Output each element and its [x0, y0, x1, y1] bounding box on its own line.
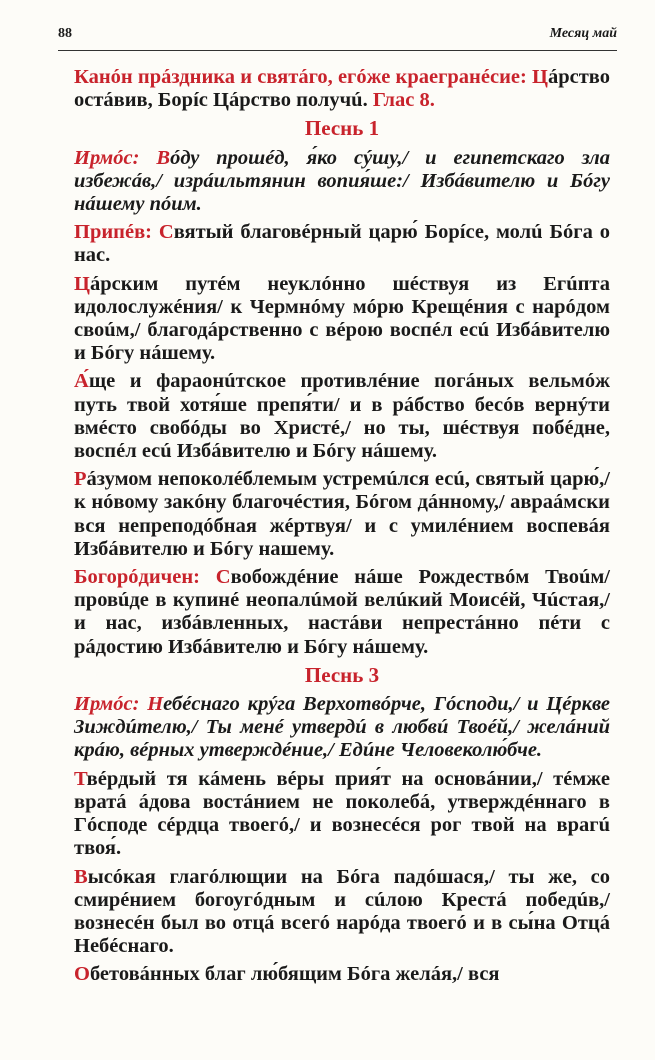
- troparion-initial: А: [74, 370, 89, 393]
- canon-title-rest: áрство остáвив, Борíс Цáрство получú.: [74, 66, 610, 112]
- irmos-label: Ирмóс:: [74, 693, 140, 716]
- ode1-refrain: [74, 221, 610, 267]
- page-body: [74, 66, 610, 992]
- page-number: 88: [58, 26, 72, 41]
- troparion-text: áзумом непоколéблемым устремúлся есú, святый царю́,/ к нóвому закóну благочéстия, Бóгом дáнному,/ авраáмски вся непреподóбная жéртвуя/ и с умилéнием воспевáя Избáвителю и Бóгу нашему.: [74, 468, 610, 560]
- troparion: [74, 468, 610, 561]
- running-title: Месяц май: [549, 26, 617, 41]
- theotokion-initial: С: [215, 566, 231, 589]
- irmos-initial: Н: [147, 693, 164, 716]
- theotokion-text: вобождéние нáше Рождествóм Твоúм/ провúде в купинé неопалúмой велúкий Моисéй, Чúстая,/ и нас, избáвленных, настáви непрестáнно пéти с рáдостию Избáвителю и Бóгу нáшему.: [74, 566, 611, 658]
- troparion-initial: Р: [74, 468, 87, 491]
- troparion: [74, 866, 610, 959]
- irmos-label: Ирмóс:: [74, 146, 140, 169]
- ode1-heading: Песнь 1: [304, 116, 380, 141]
- canon-tone: Глас 8.: [372, 89, 435, 112]
- refrain-text: вятый благовéрный царю́ Борíсе, молú Бóга о нас.: [74, 221, 611, 267]
- troparion-initial: В: [74, 865, 88, 888]
- irmos-initial: В: [156, 146, 171, 169]
- ode1-irmos: [74, 147, 610, 217]
- troparion-text: áрским путéм неуклóнно шéствуя из Егúпта идолослужéния/ к Чермнóму мóрю Крещéния с нарóдом своúм,/ благодáрственно с вéрою воспéл есú Избáвителю и Бóгу нáшему.: [74, 272, 610, 365]
- page-header: [58, 22, 617, 51]
- refrain-label: Припéв:: [74, 221, 152, 244]
- troparion-initial: Ц: [74, 272, 90, 295]
- troparion-text: бетовáнных благ лю́бящим Бóга желáя,/ вся: [89, 963, 500, 986]
- troparion-text: вéрдый тя кáмень вéры прия́т на основáнии,/ тéмже вратá áдова востáнием не поколебá, утверждéннаго в Гóсподе сéрдца твоегó,/ и вознесéся рог твой на врагú твоя́.: [74, 767, 610, 860]
- theotokion-label: Богорóдичен:: [74, 566, 200, 589]
- ode3-heading: Песнь 3: [304, 662, 380, 687]
- ode1-theotokion: [74, 566, 610, 659]
- troparion: [74, 768, 610, 861]
- ode3-irmos: [74, 693, 610, 763]
- troparion-text: ысóкая глагóлющии на Бóга падóшася,/ ты же, со смирéнием богоугóдным и сúлою Крестá победúв,/ вознесéн был во отцá всегó нарóда твоегó и в сы́на Отцá Небéснаго.: [74, 865, 610, 958]
- canon-title: [74, 66, 610, 112]
- canon-title-initial: Ц: [532, 66, 548, 88]
- troparion: [74, 273, 610, 366]
- troparion: [74, 370, 610, 463]
- irmos-text: ебéснаго крýга Верхотвóрче, Гóсподи,/ и Цéркве Зиждúтелю,/ Ты менé утвердú в любвú Твоéй,/ желáний крáю, вéрных утверждéние,/ Едúне Человеколю́бче.: [74, 693, 610, 762]
- refrain-initial: С: [158, 221, 174, 244]
- canon-title-red: Канóн прáздника и святáго, егóже краегранéсие:: [74, 66, 527, 88]
- troparion-initial: Т: [74, 767, 87, 790]
- irmos-text: óду прошéд, я́ко сýшу,/ и египетскаго зла избежáв,/ изрáильтянин вопия́ше:/ Избáвителю и Бóгу нáшему пóим.: [74, 146, 610, 216]
- troparion-text: ́ще и фараонúтское противлéние погáных вельмóж путь твой хотя́ше препя́ти/ и в рáбство бесóв вернýти вмéсто свобóды во Христé,/ но ты, шéствуя побéдне, воспéл есú Избáвителю и Бóгу нáшему.: [74, 370, 610, 463]
- troparion: [74, 963, 610, 986]
- troparion-initial: О: [74, 963, 90, 986]
